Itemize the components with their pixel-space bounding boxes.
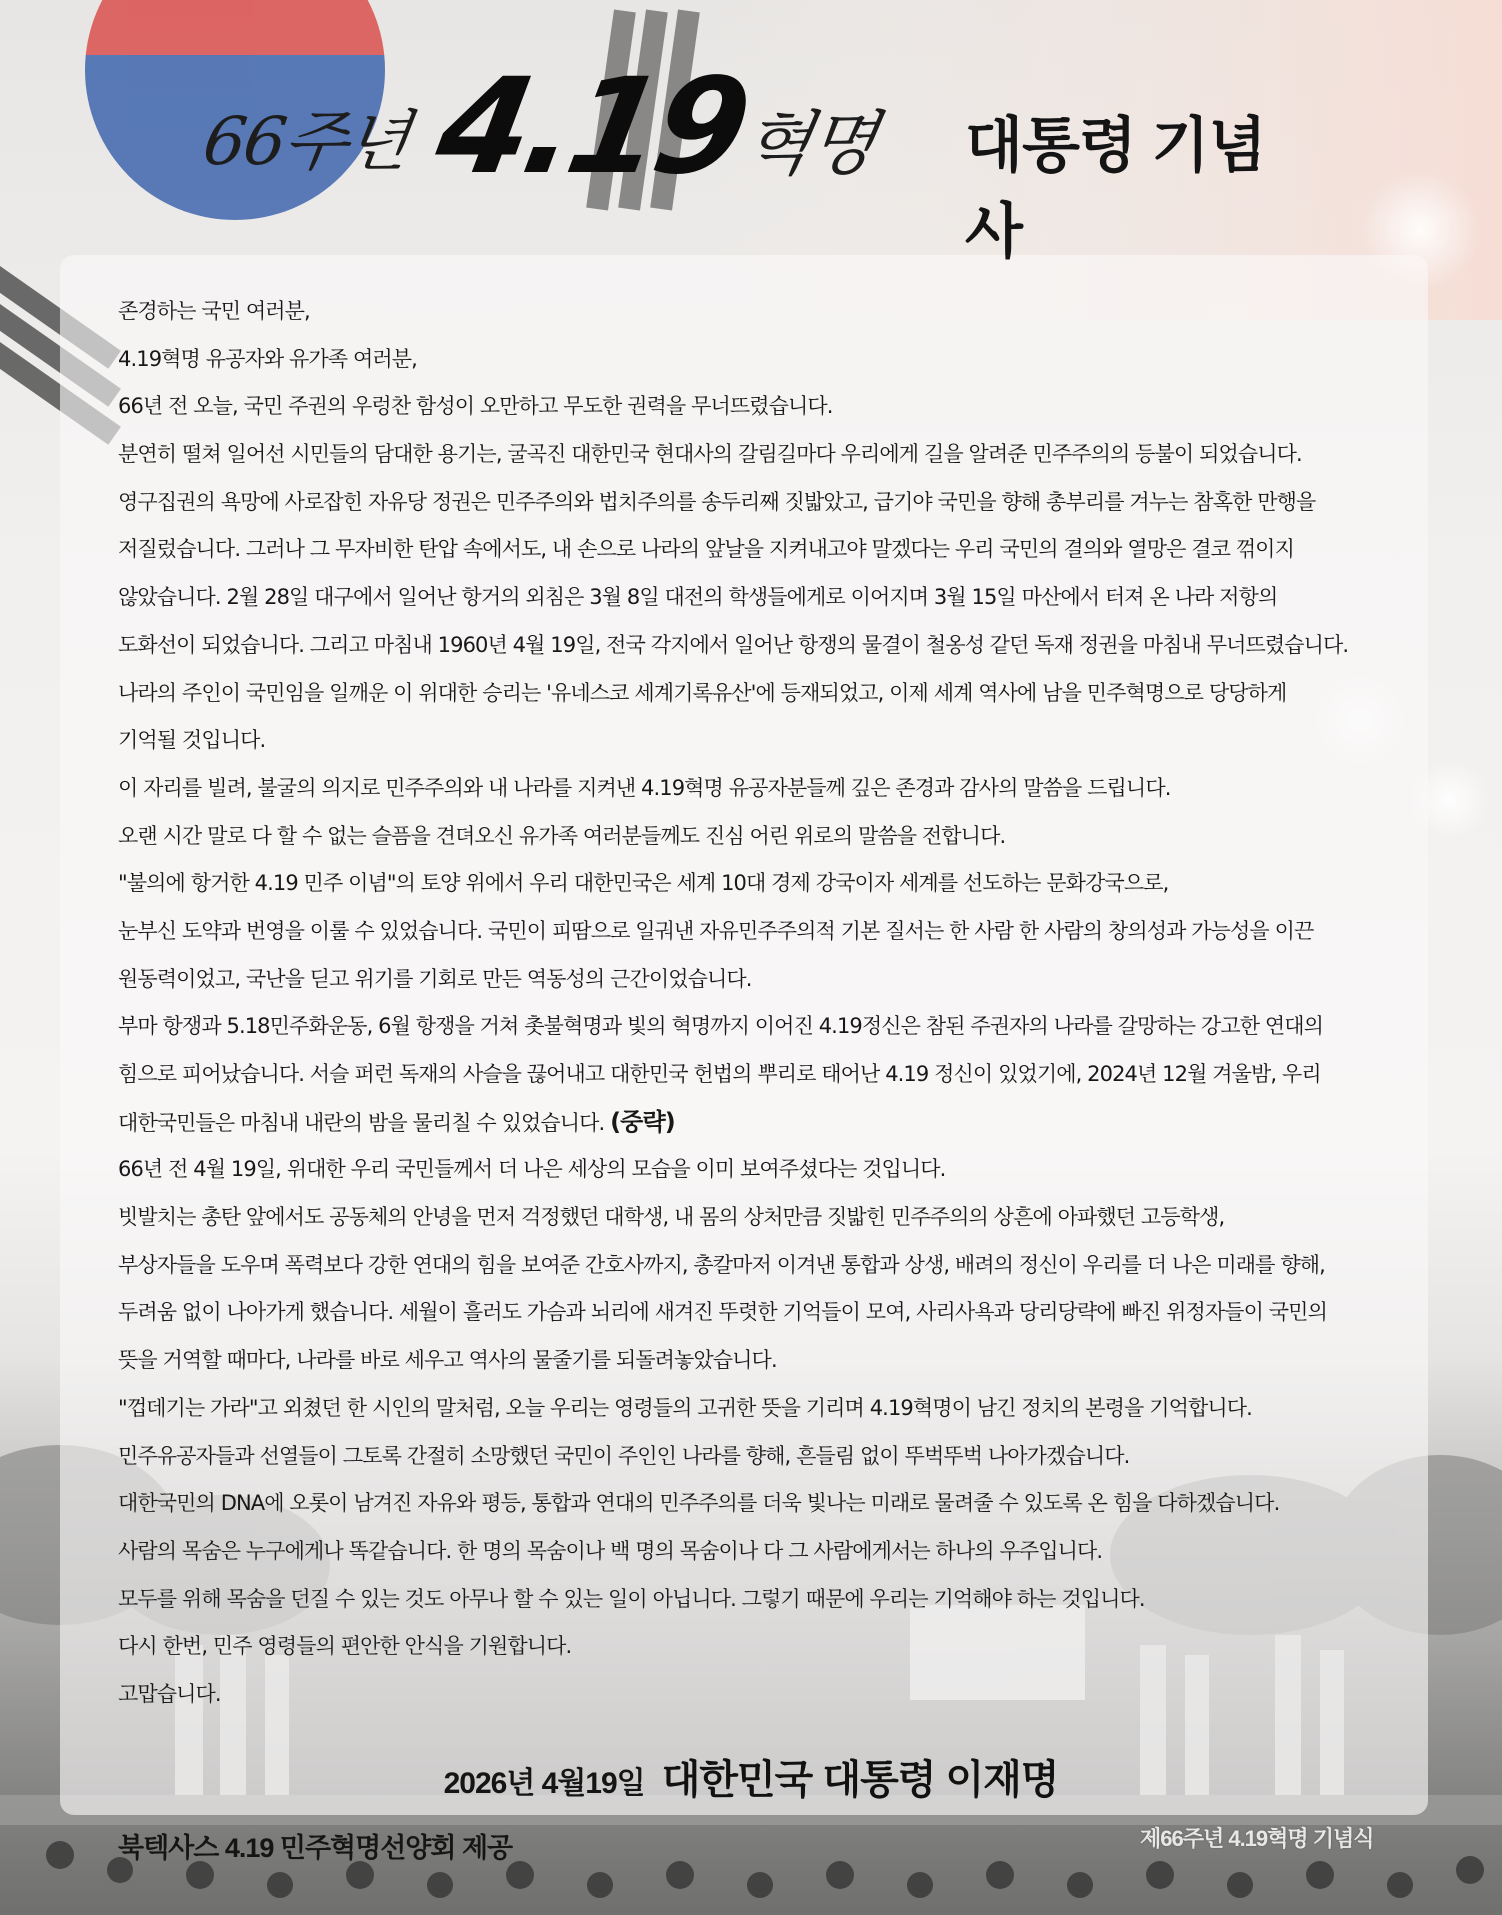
speech-line: 기억될 것입니다.	[118, 728, 266, 753]
speech-line: 부마 항쟁과 5.18민주화운동, 6월 항쟁을 거쳐 촛불혁명과 빛의 혁명까지 이어진 4.19정신은 참된 주권자의 나라를 갈망하는 강고한 연대의	[118, 1014, 1324, 1039]
speech-line: 사람의 목숨은 누구에게나 똑같습니다. 한 명의 목숨이나 백 명의 목숨이나 다 그 사람에게서는 하나의 우주입니다.	[118, 1538, 1103, 1563]
speech-body	[118, 288, 1408, 1719]
speech-line: 부상자들을 도우며 폭력보다 강한 연대의 힘을 보여준 간호사까지, 총칼마저 이겨낸 통합과 상생, 배려의 정신이 우리를 더 나은 미래를 향해,	[118, 1252, 1325, 1277]
speech-line: 뜻을 거역할 때마다, 나라를 바로 세우고 역사의 물줄기를 되돌려놓았습니다.	[118, 1348, 777, 1373]
speech-line: 66년 전 4월 19일, 위대한 우리 국민들께서 더 나은 세상의 모습을 이미 보여주셨다는 것입니다.	[118, 1157, 946, 1182]
event-number: 4.19	[426, 50, 756, 204]
signature-line	[0, 1748, 1502, 1805]
page-title: 대통령 기념사	[965, 112, 1266, 265]
omitted-marker: (중략)	[610, 1107, 675, 1136]
speech-line: 분연히 떨쳐 일어선 시민들의 담대한 용기는, 굴곡진 대한민국 현대사의 갈림길마다 우리에게 길을 알려준 민주주의의 등불이 되었습니다.	[118, 442, 1302, 467]
speech-line: 대한국민의 DNA에 오롯이 남겨진 자유와 평등, 통합과 연대의 민주주의를 더욱 빛나는 미래로 물려줄 수 있도록 온 힘을 다하겠습니다.	[118, 1491, 1280, 1516]
speech-line: 4.19혁명 유공자와 유가족 여러분,	[118, 346, 417, 371]
speech-line: 다시 한번, 민주 영령들의 편안한 안식을 기원합니다.	[118, 1634, 572, 1659]
speech-line: 원동력이었고, 국난을 딛고 위기를 기회로 만든 역동성의 근간이었습니다.	[118, 966, 752, 991]
speech-line: 민주유공자들과 선열들이 그토록 간절히 소망했던 국민이 주인인 나라를 향해, 흔들림 없이 뚜벅뚜벅 나아가겠습니다.	[118, 1443, 1130, 1468]
provided-by: 북텍사스 4.19 민주혁명선양회 제공	[118, 1833, 513, 1863]
speech-line: 저질렀습니다. 그러나 그 무자비한 탄압 속에서도, 내 손으로 나라의 앞날을 지켜내고야 말겠다는 우리 국민의 결의와 열망은 결코 꺾이지	[118, 537, 1294, 562]
speech-line: 고맙습니다.	[118, 1681, 221, 1706]
speech-line: 눈부신 도약과 번영을 이룰 수 있었습니다. 국민이 피땀으로 일궈낸 자유민주주의적 기본 질서는 한 사람 한 사람의 창의성과 가능성을 이끈	[118, 918, 1314, 943]
speech-line: 존경하는 국민 여러분,	[118, 299, 310, 323]
header-title	[198, 50, 1305, 265]
speech-line	[118, 1099, 1408, 1147]
revolution-text: 혁명	[736, 103, 881, 185]
speech-line: 두려움 없이 나아가게 했습니다. 세월이 흘러도 가슴과 뇌리에 새겨진 뚜렷한 기억들이 모여, 사리사욕과 당리당략에 빠진 위정자들이 국민의	[118, 1300, 1327, 1325]
speech-line-text: 대한국민들은 마침내 내란의 밤을 물리칠 수 있었습니다.	[118, 1110, 605, 1135]
speech-line: 나라의 주인이 국민임을 일깨운 이 위대한 승리는 '유네스코 세계기록유산'에 등재되었고, 이제 세계 역사에 남을 민주혁명으로 당당하게	[118, 680, 1287, 705]
speech-line: 66년 전 오늘, 국민 주권의 우렁찬 함성이 오만하고 무도한 권력을 무너뜨렸습니다.	[118, 394, 833, 419]
speech-line: "껍데기는 가라"고 외쳤던 한 시인의 말처럼, 오늘 우리는 영령들의 고귀한 뜻을 기리며 4.19혁명이 남긴 정치의 본령을 기억합니다.	[118, 1395, 1252, 1420]
signer-name: 대한민국 대통령 이재명	[661, 1758, 1059, 1802]
speech-line: 도화선이 되었습니다. 그리고 마침내 1960년 4월 19일, 전국 각지에서 일어난 항쟁의 물결이 철옹성 같던 독재 정권을 마침내 무너뜨렸습니다.	[118, 632, 1349, 657]
speech-line: 오랜 시간 말로 다 할 수 없는 슬픔을 견뎌오신 유가족 여러분들께도 진심 어린 위로의 말씀을 전합니다.	[118, 823, 1006, 848]
speech-line: 빗발치는 총탄 앞에서도 공동체의 안녕을 먼저 걱정했던 대학생, 내 몸의 상처만큼 짓밟힌 민주주의의 상흔에 아파했던 고등학생,	[118, 1205, 1225, 1230]
speech-line: 않았습니다. 2월 28일 대구에서 일어난 항거의 외침은 3월 8일 대전의 학생들에게로 이어지며 3월 15일 마산에서 터져 온 나라 저항의	[118, 585, 1278, 610]
speech-line: 힘으로 피어났습니다. 서슬 퍼런 독재의 사슬을 끊어내고 대한민국 헌법의 뿌리로 태어난 4.19 정신이 있었기에, 2024년 12월 겨울밤, 우리	[118, 1062, 1321, 1086]
speech-line: 영구집권의 욕망에 사로잡힌 자유당 정권은 민주주의와 법치주의를 송두리째 짓밟았고, 급기야 국민을 향해 총부리를 겨누는 참혹한 만행을	[118, 489, 1316, 514]
speech-line: "불의에 항거한 4.19 민주 이념"의 토양 위에서 우리 대한민국은 세계 10대 경제 강국이자 세계를 선도하는 문화강국으로,	[118, 871, 1169, 896]
photo-caption: 제66주년 4.19혁명 기념식	[1140, 1826, 1374, 1851]
speech-date: 2026년 4월19일	[443, 1767, 645, 1800]
anniversary-text: 66주년	[198, 103, 414, 180]
speech-line: 이 자리를 빌려, 불굴의 의지로 민주주의와 내 나라를 지켜낸 4.19혁명 유공자분들께 깊은 존경과 감사의 말씀을 드립니다.	[118, 775, 1171, 800]
speech-line: 모두를 위해 목숨을 던질 수 있는 것도 아무나 할 수 있는 일이 아닙니다. 그렇기 때문에 우리는 기억해야 하는 것입니다.	[118, 1586, 1145, 1611]
